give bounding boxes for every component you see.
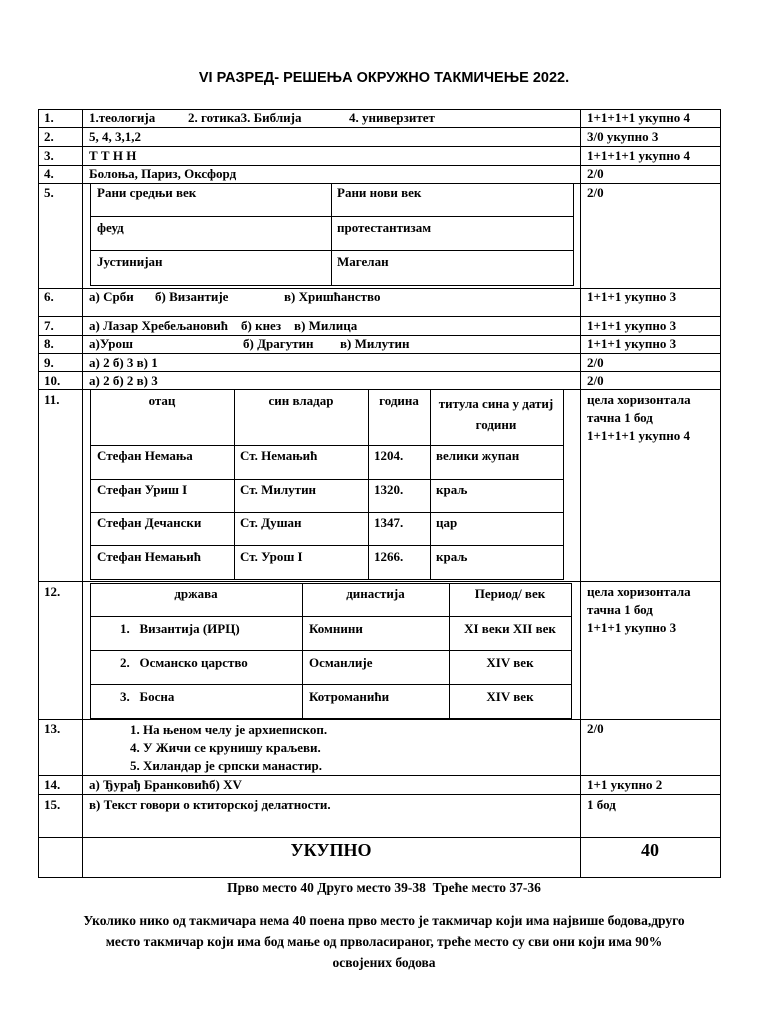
table-cell: Јустинијан: [97, 254, 163, 269]
row-number: 2.: [44, 129, 54, 144]
table-cell: цар: [436, 515, 458, 530]
table-cell: Ст. Урош I: [240, 549, 303, 564]
table-cell: Ст. Немањић: [240, 448, 318, 463]
answer-part: в) Милутин: [340, 336, 410, 351]
total-value: 40: [641, 840, 659, 860]
points-line: 1+1+1 укупно 3: [587, 620, 677, 635]
table-cell: Стефан Немања: [97, 448, 193, 463]
answer-line: 4. У Жичи се крунишу краљеви.: [130, 740, 321, 755]
answer: Т Т Н Н: [89, 148, 137, 163]
table-cell: протестантизам: [337, 220, 432, 235]
table-cell: 1266.: [374, 549, 404, 564]
answer-part: б) Византије: [155, 289, 229, 304]
points: 1+1+1 укупно 3: [587, 289, 677, 304]
table-cell: велики жупан: [436, 448, 520, 463]
answer: а) 2 б) 2 в) 3: [89, 373, 158, 388]
points: 1+1 укупно 2: [587, 777, 663, 792]
total-label: УКУПНО: [290, 840, 372, 860]
note-line: освојених бодова: [332, 955, 436, 970]
points-line: тачна 1 бод: [587, 602, 653, 617]
row-number: 1.: [44, 110, 54, 125]
points-line: цела хоризонтала: [587, 584, 691, 599]
points: 1 бод: [587, 797, 616, 812]
row-number: 4.: [44, 166, 54, 181]
row-number: 9.: [44, 355, 54, 370]
row-number: 7.: [44, 318, 54, 333]
table-header: Период/ век: [474, 586, 546, 601]
table-cell: краљ: [436, 482, 468, 497]
answer-line: 5. Хиландар је српски манастир.: [130, 758, 322, 773]
row-number: 6.: [44, 289, 54, 304]
points-line: тачна 1 бод: [587, 410, 653, 425]
points: 1+1+1+1 укупно 4: [587, 148, 691, 163]
answer-part: б) Драгутин: [243, 336, 314, 351]
note-line: Уколико нико од такмичара нема 40 поена прво место је такмичар који има највише бодова,друго: [83, 913, 685, 928]
row-number: 10.: [44, 373, 61, 388]
table-header: син владар: [268, 393, 334, 408]
table-cell: Стефан Уриш I: [97, 482, 188, 497]
points: 2/0: [587, 373, 604, 388]
table-header: отац: [148, 393, 176, 408]
table-cell: феуд: [97, 220, 124, 235]
row-number: 15.: [44, 797, 61, 812]
points: 2/0: [587, 166, 604, 181]
answer-part: 4. универзитет: [349, 110, 435, 125]
page-title: VI РАЗРЕД- РЕШЕЊА ОКРУЖНО ТАКМИЧЕЊЕ 2022.: [198, 70, 570, 86]
table-cell: 3. Босна: [120, 689, 175, 704]
table-header: Рани средњи век: [97, 185, 197, 200]
table-cell: Османлије: [309, 655, 373, 670]
answer: в) Текст говори о ктиторској делатности.: [89, 797, 331, 812]
table-cell: Комнини: [309, 621, 363, 636]
points: 1+1+1 укупно 3: [587, 318, 677, 333]
table-cell: 2. Османско царство: [120, 655, 248, 670]
answer: 5, 4, 3,1,2: [89, 129, 141, 144]
answer-line: 1. На њеном челу је архиепископ.: [130, 722, 328, 737]
answer: Болоња, Париз, Оксфорд: [89, 166, 237, 181]
table-header: Рани нови век: [337, 185, 422, 200]
table-cell: Котроманићи: [309, 689, 390, 704]
table-header: држава: [174, 586, 218, 601]
points-line: 1+1+1+1 укупно 4: [587, 428, 691, 443]
points: 2/0: [587, 185, 604, 200]
table-cell: XI веки XII век: [464, 621, 556, 636]
table-cell: Ст. Душан: [240, 515, 302, 530]
answer-part: 1.теологија: [89, 110, 156, 125]
answer-part: а)Урош: [89, 336, 134, 351]
answer: а) 2 б) 3 в) 1: [89, 355, 158, 370]
points: 2/0: [587, 355, 604, 370]
table-cell: 1204.: [374, 448, 404, 463]
note-line: место такмичар који има бод мање од прволасираног, треће место су сви они који има 90%: [105, 934, 663, 949]
row-number: 12.: [44, 584, 61, 599]
answer: а) Лазар Хребељановић б) кнез в) Милица: [89, 318, 358, 333]
points-line: цела хоризонтала: [587, 392, 691, 407]
row-number: 5.: [44, 185, 54, 200]
table-cell: Стефан Немањић: [97, 549, 201, 564]
answer-part: в) Хришћанство: [284, 289, 381, 304]
table-header: династија: [346, 586, 405, 601]
table-cell: 1347.: [374, 515, 404, 530]
row-number: 13.: [44, 721, 61, 736]
points: 2/0: [587, 721, 604, 736]
table-cell: Магелан: [337, 254, 389, 269]
answer-part: 2. готика3. Библија: [188, 110, 302, 125]
answer-part: а) Срби: [89, 289, 134, 304]
table-header: титула сина у датиј години: [438, 396, 554, 432]
row-number: 14.: [44, 777, 61, 792]
table-cell: Стефан Дечански: [97, 515, 202, 530]
table-cell: краљ: [436, 549, 468, 564]
table-cell: Ст. Милутин: [240, 482, 317, 497]
row-number: 8.: [44, 336, 54, 351]
points: 3/0 укупно 3: [587, 129, 659, 144]
points: 1+1+1+1 укупно 4: [587, 110, 691, 125]
places-line: Прво место 40 Друго место 39-38 Треће место 37-36: [227, 880, 541, 895]
table-header: година: [379, 393, 419, 408]
points: 1+1+1 укупно 3: [587, 336, 677, 351]
table-cell: XIV век: [486, 655, 534, 670]
table-cell: XIV век: [486, 689, 534, 704]
answer: а) Ђурађ Бранковићб) XV: [89, 777, 242, 792]
table-cell: 1320.: [374, 482, 404, 497]
row-number: 3.: [44, 148, 54, 163]
row-number: 11.: [44, 392, 60, 407]
table-cell: 1. Византија (ИРЦ): [120, 621, 240, 636]
